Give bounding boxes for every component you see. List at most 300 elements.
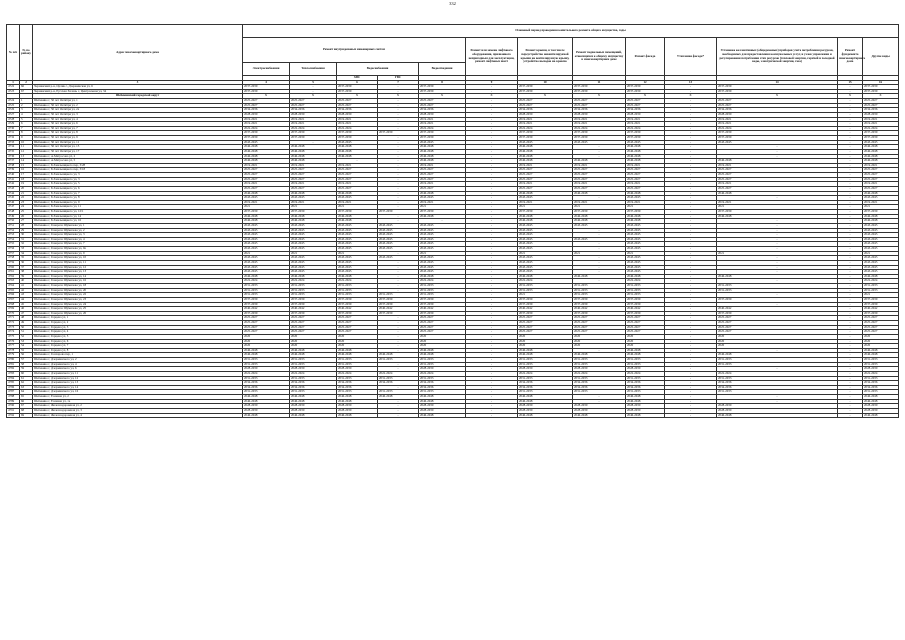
table-cell: 4784 — [7, 376, 20, 381]
table-cell: 2031-2033 — [419, 358, 466, 363]
table-cell: - — [665, 288, 717, 293]
table-cell: 2043-2045 — [290, 228, 337, 233]
table-cell: 2028-2030 — [717, 112, 838, 117]
table-cell: - — [717, 270, 838, 275]
table-cell: 2031-2033 — [717, 284, 838, 289]
address-cell: Шебекино г, Генерала Шумилова ул, 26 — [33, 311, 243, 316]
address-cell: Шебекино г, Б.Хмельницкого ул, 12/1 — [33, 210, 243, 215]
column-number: 6 — [337, 80, 378, 85]
table-cell: 2046-2048 — [573, 274, 626, 279]
address-cell: Шебекино г, Б.Хмельницкого ул, 5 — [33, 182, 243, 187]
address-cell: Шебекино г, Герцена ул, 1 — [33, 316, 243, 321]
table-cell: 2031-2033 — [717, 376, 838, 381]
table-cell: 2031-2033 — [419, 293, 466, 298]
table-cell: - — [378, 334, 419, 339]
address-cell: Шебекино г, Б.Хмельницкого пер, 3/28 — [33, 163, 243, 168]
table-cell: - — [378, 288, 419, 293]
address-cell: Шебекино г, Генерала Шумилова ул, 13 — [33, 270, 243, 275]
table-cell: 2037-2039 — [337, 302, 378, 307]
table-cell: 4774 — [7, 330, 20, 335]
table-cell: - — [573, 260, 626, 265]
table-cell: 2043-2045 — [573, 140, 626, 145]
table-cell: - — [466, 219, 518, 224]
table-cell: 2025-2027 — [863, 177, 899, 182]
table-cell: - — [378, 103, 419, 108]
table-cell: - — [378, 149, 419, 154]
table-cell: - — [337, 159, 378, 164]
address-cell: Шебекино г, Генерала Шумилова ул, 16 — [33, 279, 243, 284]
table-cell: - — [665, 302, 717, 307]
table-cell: 4766 — [7, 293, 20, 298]
table-cell: - — [838, 85, 863, 90]
table-cell: 2028-2030 — [290, 408, 337, 413]
table-cell: 55 — [20, 348, 33, 353]
table-cell: 2034-2036 — [717, 381, 838, 386]
table-cell: 2031-2033 — [717, 362, 838, 367]
table-cell: 2022-2024 — [337, 371, 378, 376]
table-cell: 2031-2033 — [626, 390, 665, 395]
table-cell: 2028-2030 — [863, 367, 899, 372]
table-cell: 2019-2021 — [863, 163, 899, 168]
table-cell: 2046-2048 — [863, 145, 899, 150]
table-cell: 2037-2039 — [419, 136, 466, 141]
table-cell: - — [838, 260, 863, 265]
table-cell: - — [466, 131, 518, 136]
table-cell: - — [466, 293, 518, 298]
table-cell: 2025-2027 — [573, 316, 626, 321]
table-cell: 2037-2039 — [518, 302, 573, 307]
table-cell: 2025-2027 — [573, 103, 626, 108]
table-cell: 4783 — [7, 371, 20, 376]
column-number: 9 — [466, 80, 518, 85]
table-cell: 2046-2048 — [863, 154, 899, 159]
table-cell: 2031-2033 — [717, 288, 838, 293]
table-cell: - — [665, 210, 717, 215]
table-cell: 2046-2048 — [243, 214, 290, 219]
table-cell: 4725 — [7, 103, 20, 108]
table-cell: 4772 — [7, 321, 20, 326]
table-cell: 11 — [20, 145, 33, 150]
table-cell: 2019-2021 — [518, 122, 573, 127]
table-cell: - — [466, 330, 518, 335]
address-cell: Шебекино г, 50 лет Октября ул, 17 — [33, 149, 243, 154]
table-cell: - — [665, 348, 717, 353]
table-cell: 2028-2030 — [290, 112, 337, 117]
section-mark: X — [466, 94, 518, 99]
table-cell: - — [665, 330, 717, 335]
table-cell: 2025-2027 — [337, 330, 378, 335]
table-cell: - — [838, 145, 863, 150]
table-cell: - — [665, 339, 717, 344]
table-cell: - — [838, 177, 863, 182]
table-cell: 2025-2027 — [626, 316, 665, 321]
table-cell: - — [665, 247, 717, 252]
table-cell: - — [838, 334, 863, 339]
table-cell: 4731 — [7, 131, 20, 136]
table-cell: - — [466, 270, 518, 275]
table-cell: 2022-2024 — [337, 126, 378, 131]
table-cell: 2019-2021 — [863, 182, 899, 187]
table-cell: - — [466, 302, 518, 307]
table-cell: 2046-2048 — [573, 353, 626, 358]
table-cell: - — [665, 358, 717, 363]
table-cell: - — [665, 242, 717, 247]
table-cell: - — [466, 260, 518, 265]
table-cell: 2037-2039 — [243, 210, 290, 215]
table-cell: 67 — [20, 404, 33, 409]
column-number: 16 — [863, 80, 899, 85]
table-cell: 2019-2021 — [626, 200, 665, 205]
table-cell: - — [838, 302, 863, 307]
col-header-heat: Теплоснабжения — [290, 63, 337, 76]
table-cell: 2034-2036 — [626, 381, 665, 386]
table-cell: 2046-2048 — [626, 353, 665, 358]
column-number: 10 — [518, 80, 573, 85]
table-cell: - — [378, 154, 419, 159]
table-cell: 2028-2030 — [573, 112, 626, 117]
table-cell: - — [573, 395, 626, 400]
table-cell: 2043-2045 — [290, 260, 337, 265]
page-number: 332 — [449, 1, 456, 6]
column-number: 14 — [717, 80, 838, 85]
table-cell: 2034-2036 — [419, 108, 466, 113]
address-cell: Шебекино г, Генерала Шумилова ул, 7 — [33, 242, 243, 247]
table-cell: 2031-2033 — [626, 362, 665, 367]
table-cell: 2046-2048 — [290, 154, 337, 159]
address-cell: Чернянский р-н, Русская Халань с, Центральная ул, 34 — [33, 89, 243, 94]
table-cell: 2034-2036 — [337, 381, 378, 386]
table-cell: 4777 — [7, 344, 20, 349]
table-cell: - — [665, 122, 717, 127]
table-cell: - — [838, 330, 863, 335]
table-cell: - — [838, 293, 863, 298]
table-cell: - — [838, 233, 863, 238]
table-cell: 2037-2039 — [573, 89, 626, 94]
table-cell: 4769 — [7, 307, 20, 312]
table-cell: 2019-2021 — [243, 200, 290, 205]
table-cell: 2025-2027 — [518, 325, 573, 330]
table-cell: 59 — [20, 367, 33, 372]
table-cell: - — [838, 385, 863, 390]
table-cell: 2037-2039 — [290, 131, 337, 136]
table-cell: 2025-2027 — [626, 330, 665, 335]
table-cell: 2022-2024 — [518, 371, 573, 376]
table-cell: 2031-2033 — [337, 362, 378, 367]
table-cell: 2046-2048 — [573, 191, 626, 196]
table-cell: 2022-2024 — [243, 126, 290, 131]
table-cell: 2046-2048 — [518, 159, 573, 164]
table-cell: - — [665, 256, 717, 261]
table-cell: 4765 — [7, 288, 20, 293]
table-cell: 2043-2045 — [378, 242, 419, 247]
table-cell: 60 — [20, 371, 33, 376]
table-cell: 2025-2027 — [626, 103, 665, 108]
table-cell: 2025-2027 — [717, 99, 838, 104]
table-cell: - — [665, 186, 717, 191]
address-cell: Шебекино г, Генерала Шумилова ул, 24 — [33, 302, 243, 307]
table-cell: 4792 — [7, 413, 20, 418]
table-cell: 2021 — [290, 205, 337, 210]
table-cell: - — [466, 316, 518, 321]
table-cell: - — [838, 182, 863, 187]
table-cell: 2031-2033 — [290, 362, 337, 367]
table-cell: 2046-2048 — [290, 145, 337, 150]
table-cell: - — [838, 126, 863, 131]
table-cell: 4764 — [7, 284, 20, 289]
table-cell: 2021 — [518, 251, 573, 256]
address-cell: Шебекино г, Б.Хмельницкого ул, 14 — [33, 214, 243, 219]
table-cell: - — [665, 293, 717, 298]
table-cell: 2046-2048 — [717, 159, 838, 164]
table-cell: 2046-2048 — [626, 191, 665, 196]
table-cell: 4736 — [7, 154, 20, 159]
table-cell: 2022-2024 — [863, 279, 899, 284]
table-cell: - — [838, 270, 863, 275]
table-cell: - — [717, 228, 838, 233]
capital-repair-schedule-table — [6, 24, 899, 418]
table-cell: 2034-2036 — [290, 381, 337, 386]
table-cell: 2028-2030 — [419, 404, 466, 409]
table-cell: - — [838, 395, 863, 400]
table-cell: 2025-2027 — [419, 103, 466, 108]
table-cell: 2046-2048 — [626, 348, 665, 353]
table-cell: 2019-2021 — [290, 122, 337, 127]
table-cell: - — [665, 385, 717, 390]
table-cell: 4756 — [7, 247, 20, 252]
table-cell: - — [378, 85, 419, 90]
table-cell: - — [466, 251, 518, 256]
table-cell: 2046-2048 — [419, 145, 466, 150]
table-cell: - — [665, 284, 717, 289]
table-cell: - — [573, 149, 626, 154]
address-cell: Шебекино г, 50 лет Октября ул, 8 — [33, 131, 243, 136]
table-cell: 2037-2039 — [863, 311, 899, 316]
table-cell: 2046-2048 — [337, 214, 378, 219]
table-cell: - — [466, 395, 518, 400]
table-cell: 2021 — [863, 293, 899, 298]
table-cell: - — [717, 395, 838, 400]
table-cell: 2031-2033 — [626, 284, 665, 289]
table-cell: 6 — [20, 122, 33, 127]
address-cell: Шебекино г, Железнодорожная ул, 2 — [33, 404, 243, 409]
table-cell: 2028-2030 — [290, 367, 337, 372]
table-cell: - — [838, 210, 863, 215]
table-cell: 2019-2021 — [419, 117, 466, 122]
table-cell: - — [466, 321, 518, 326]
table-cell: - — [378, 362, 419, 367]
table-cell: 2043-2045 — [337, 242, 378, 247]
address-cell: Шебекино г, Герцена ул, 2 — [33, 321, 243, 326]
table-cell: 2025-2027 — [863, 321, 899, 326]
table-cell: - — [838, 256, 863, 261]
table-cell: - — [838, 362, 863, 367]
table-cell: 2025-2027 — [573, 99, 626, 104]
table-cell: 2043-2045 — [863, 196, 899, 201]
table-cell: 2043-2045 — [518, 196, 573, 201]
table-cell: 4737 — [7, 159, 20, 164]
table-cell: 47 — [20, 311, 33, 316]
table-cell: - — [665, 108, 717, 113]
table-cell: - — [378, 163, 419, 168]
table-cell: 2022-2024 — [419, 371, 466, 376]
column-number: 1 — [7, 80, 20, 85]
table-cell: 64 — [20, 390, 33, 395]
table-cell: - — [717, 302, 838, 307]
table-cell: 2046-2048 — [419, 159, 466, 164]
table-cell: 2025-2027 — [717, 173, 838, 178]
table-cell: - — [717, 256, 838, 261]
table-cell: - — [573, 247, 626, 252]
table-cell: 66 — [20, 85, 33, 90]
section-mark: X — [518, 94, 573, 99]
table-cell: 2020 — [573, 339, 626, 344]
table-cell: 2028-2030 — [863, 112, 899, 117]
table-cell: 2046-2048 — [243, 219, 290, 224]
table-cell: 2028-2030 — [337, 404, 378, 409]
table-cell: 2034-2036 — [717, 108, 838, 113]
table-cell: 2046-2048 — [290, 413, 337, 418]
table-cell: 2019-2021 — [573, 163, 626, 168]
table-cell: 2021 — [337, 251, 378, 256]
table-cell: 4738 — [7, 163, 20, 168]
table-cell: 44 — [20, 297, 33, 302]
table-cell: 2034-2036 — [378, 381, 419, 386]
table-cell: 2019-2021 — [518, 163, 573, 168]
table-cell: 2043-2045 — [337, 228, 378, 233]
table-cell: - — [838, 353, 863, 358]
table-cell: 2020 — [518, 339, 573, 344]
table-cell: 2020 — [243, 339, 290, 344]
table-cell: - — [573, 242, 626, 247]
address-cell: Шебекино г, Железнодорожная ул, 4 — [33, 413, 243, 418]
table-cell: 68 — [20, 408, 33, 413]
table-cell: - — [466, 214, 518, 219]
table-cell: - — [838, 108, 863, 113]
table-cell: 2043-2045 — [378, 223, 419, 228]
table-cell: 2025-2027 — [419, 99, 466, 104]
table-cell: - — [665, 325, 717, 330]
table-cell: 2034-2036 — [419, 385, 466, 390]
table-cell: 2025-2027 — [290, 330, 337, 335]
column-number: 11 — [573, 80, 626, 85]
table-cell: 2034-2036 — [518, 385, 573, 390]
table-cell: 2031-2033 — [626, 293, 665, 298]
table-cell: - — [665, 200, 717, 205]
table-cell: 2046-2048 — [518, 149, 573, 154]
table-cell: 2043-2045 — [419, 265, 466, 270]
table-cell: 2043-2045 — [419, 247, 466, 252]
table-cell: - — [838, 339, 863, 344]
table-cell: 2043-2045 — [626, 260, 665, 265]
table-cell: - — [466, 182, 518, 187]
table-cell: 2043-2045 — [518, 233, 573, 238]
table-cell: - — [665, 367, 717, 372]
table-cell: - — [466, 159, 518, 164]
table-cell: - — [466, 149, 518, 154]
table-cell: - — [378, 214, 419, 219]
table-cell: 2046-2048 — [863, 214, 899, 219]
table-cell: - — [573, 270, 626, 275]
table-cell: 2019-2021 — [573, 182, 626, 187]
table-cell: 4734 — [7, 145, 20, 150]
table-cell: 2025-2027 — [573, 168, 626, 173]
table-cell: 2019-2021 — [626, 182, 665, 187]
table-cell: 2020 — [626, 334, 665, 339]
table-cell: - — [466, 348, 518, 353]
table-cell: - — [290, 85, 337, 90]
table-cell: - — [466, 223, 518, 228]
table-cell: 2025-2027 — [863, 103, 899, 108]
table-cell: 2031-2033 — [518, 390, 573, 395]
table-cell: 2020 — [518, 344, 573, 349]
address-cell: Шебекино г, Дзержинского ул, 11 — [33, 371, 243, 376]
table-cell: 14 — [20, 159, 33, 164]
table-cell: - — [665, 311, 717, 316]
table-cell: 2020 — [626, 344, 665, 349]
table-cell: 2046-2048 — [337, 149, 378, 154]
table-cell: 2037-2039 — [290, 136, 337, 141]
table-cell: - — [466, 385, 518, 390]
table-cell: 2031-2033 — [863, 284, 899, 289]
table-cell: - — [665, 404, 717, 409]
table-cell: 2046-2048 — [419, 413, 466, 418]
table-cell: 2025-2027 — [717, 103, 838, 108]
table-cell: 31 — [20, 237, 33, 242]
table-cell: 2025-2027 — [573, 177, 626, 182]
address-cell: Шебекино г, 50 лет Октября ул, 2 — [33, 103, 243, 108]
table-cell: 2043-2045 — [243, 196, 290, 201]
table-cell: 2025-2027 — [573, 325, 626, 330]
column-number: 7 — [378, 80, 419, 85]
table-cell: - — [665, 274, 717, 279]
table-cell: - — [378, 321, 419, 326]
table-cell: 20 — [20, 186, 33, 191]
table-cell: 2046-2048 — [626, 399, 665, 404]
table-cell: 2043-2045 — [378, 228, 419, 233]
table-cell: - — [573, 399, 626, 404]
table-cell: 21 — [20, 191, 33, 196]
table-cell: 2025-2027 — [337, 103, 378, 108]
table-cell: - — [838, 413, 863, 418]
table-cell: 2025-2027 — [337, 177, 378, 182]
table-cell: 2046-2048 — [243, 159, 290, 164]
table-cell: - — [838, 136, 863, 141]
table-cell: 2043-2045 — [290, 270, 337, 275]
table-cell: - — [838, 307, 863, 312]
table-cell: 2040-2042 — [863, 307, 899, 312]
table-cell: 2043-2045 — [626, 228, 665, 233]
table-cell: 2046-2048 — [626, 149, 665, 154]
table-cell: 2028-2030 — [626, 404, 665, 409]
table-cell: 2031-2033 — [378, 390, 419, 395]
table-cell: 2031-2033 — [337, 376, 378, 381]
table-cell: 2046-2048 — [626, 154, 665, 159]
table-cell: 35 — [20, 256, 33, 261]
table-cell: - — [378, 413, 419, 418]
table-cell: 2043-2045 — [243, 260, 290, 265]
table-cell: 4740 — [7, 173, 20, 178]
col-header-foundation: Ремонт фундамента многоквартирного дома — [838, 38, 863, 76]
table-cell: 2022-2024 — [243, 279, 290, 284]
table-cell: - — [838, 149, 863, 154]
table-cell: - — [665, 173, 717, 178]
table-cell: 2037-2039 — [518, 210, 573, 215]
table-cell: 2025-2027 — [290, 325, 337, 330]
table-cell: 2021 — [717, 251, 838, 256]
table-cell: 4745 — [7, 196, 20, 201]
table-cell: 2037-2039 — [337, 131, 378, 136]
table-cell: - — [665, 413, 717, 418]
